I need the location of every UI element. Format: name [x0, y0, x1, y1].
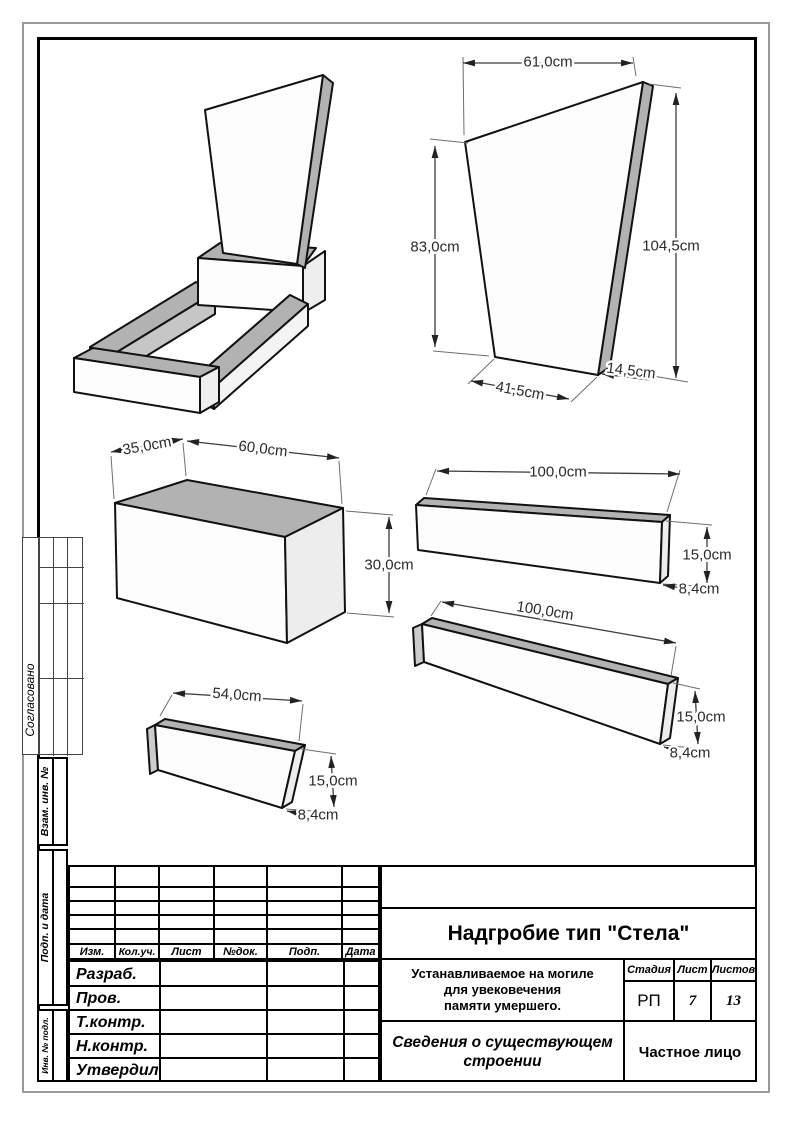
description-line-1: Устанавливаемое на могиле — [411, 966, 594, 981]
rev-header-data: Дата — [345, 945, 376, 958]
doc-type-line-2: строении — [463, 1053, 542, 1070]
stage-header: Стадия — [627, 964, 671, 976]
stela-top-width-dim: 61,0cm — [523, 53, 573, 71]
sign-row-nkontr: Н.контр. — [76, 1038, 148, 1055]
sheets-header: Листов — [711, 964, 756, 976]
revision-table — [68, 865, 380, 960]
vzam-label: Взам. инв. № — [38, 766, 51, 837]
title-block-right — [380, 865, 757, 1082]
agreed-grid — [39, 537, 83, 755]
sheets-value: 13 — [726, 992, 741, 1009]
sheet-header: Лист — [677, 964, 708, 976]
stela-right-height-dim: 104,5cm — [642, 237, 700, 255]
description-line-2: для увековечения — [443, 982, 562, 997]
beam2-thickness-dim: 8,4cm — [669, 744, 711, 762]
short-beam-thickness-dim: 8,4cm — [297, 806, 339, 824]
rev-header-koluch: Кол.уч. — [118, 945, 156, 958]
beam2-length-dim: 100,0cm — [515, 598, 575, 624]
organization-cell: Частное лицо — [638, 1043, 742, 1061]
sign-row-prov: Пров. — [76, 990, 122, 1007]
stela-bottom-width-dim: 41,5cm — [494, 378, 546, 404]
pedestal-height-dim: 30,0cm — [364, 556, 414, 574]
short-beam-length-dim: 54,0cm — [211, 684, 263, 706]
description-line-3: памяти умершего. — [444, 998, 561, 1013]
stage-value: РП — [637, 991, 661, 1010]
pedestal-width-dim: 60,0cm — [237, 437, 289, 461]
short-beam-height-dim: 15,0cm — [308, 772, 358, 790]
doc-type-cell — [382, 1022, 623, 1082]
doc-type-line-1: Сведения о существующем — [392, 1034, 613, 1051]
beam1-height-dim: 15,0cm — [682, 546, 732, 564]
sign-row-razrab: Разраб. — [76, 966, 137, 983]
beam1-thickness-dim: 8,4cm — [678, 580, 720, 598]
rev-header-dok: №док. — [223, 945, 258, 958]
document-title: Надгробие тип "Стела" — [447, 921, 690, 945]
beam2-height-dim: 15,0cm — [676, 708, 726, 726]
sign-row-utverdil: Утвердил — [76, 1062, 159, 1079]
inv-label: Инв. № подл. — [39, 1017, 50, 1074]
beam1-length-dim: 100,0cm — [529, 463, 587, 481]
stela-left-height-dim: 83,0cm — [410, 238, 460, 256]
sign-row-tkontr: Т.контр. — [76, 1014, 146, 1031]
stela-thickness-dim: 14,5cm — [605, 359, 657, 383]
sheet-value: 7 — [688, 992, 697, 1009]
rev-header-list: Лист — [171, 945, 202, 958]
agreed-label: Согласовано — [23, 663, 37, 737]
podp-label: Подп. и дата — [38, 892, 51, 963]
description-cell — [382, 960, 623, 1020]
pedestal-depth-dim: 35,0cm — [121, 433, 173, 459]
rev-header-podp: Подп. — [288, 945, 321, 958]
rev-header-izm: Изм. — [79, 945, 105, 958]
signature-table — [68, 960, 380, 1082]
